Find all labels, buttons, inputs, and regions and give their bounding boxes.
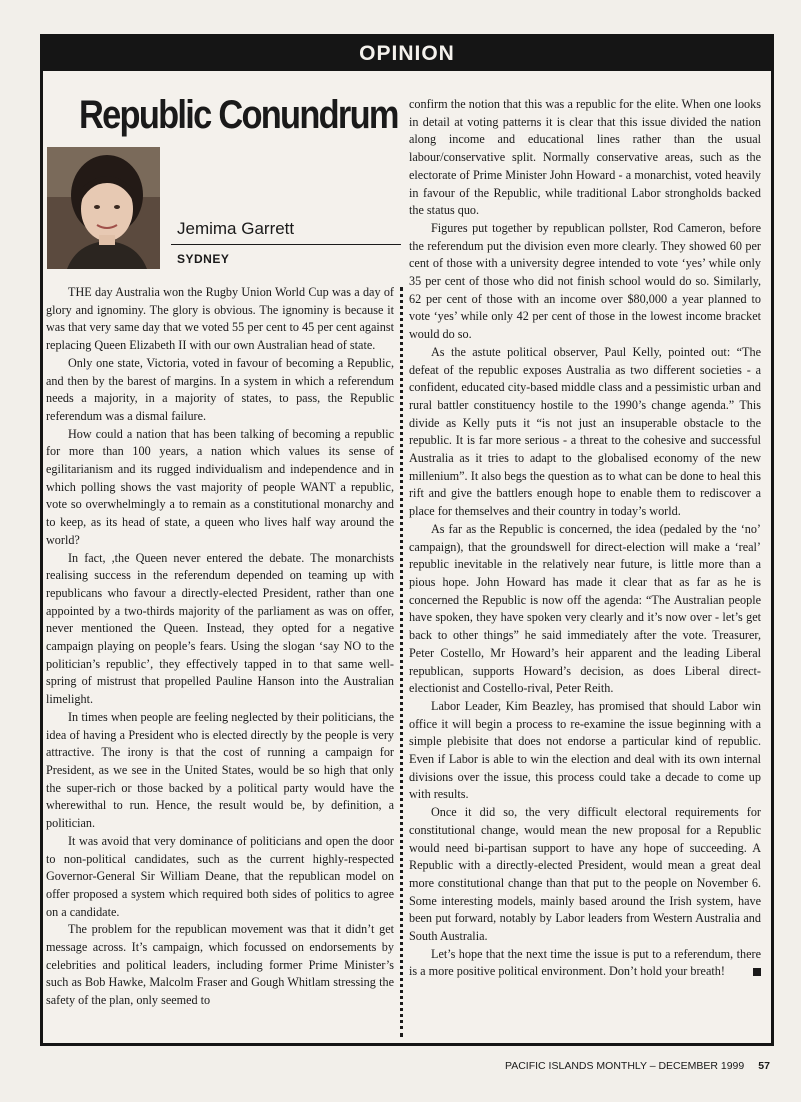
right-paragraph: confirm the notion that this was a republic for the elite. When one looks in detail at voting patterns it is clear that this issue divided the nation along income and educational lines rather than the usual labour/conservative split. Normally conservative areas, such as the electorate of Prime Minister John Howard - a monarchist, voted heavily in favour of the Republic, while traditional Labor strongholds backed the status quo. xyxy=(409,97,761,218)
article-frame xyxy=(40,34,774,1046)
left-paragraph: The problem for the republican movement was that it didn’t get message across. It’s campaign, which focussed on endorsements by celebrities and political leaders, including former Prime Minister’s such as Bob Hawke, Malcolm Fraser and Gough Whitlam stressing the safety of the plan, only seemed to xyxy=(46,922,394,1008)
author-photo xyxy=(47,147,160,269)
right-column xyxy=(409,96,761,981)
left-paragraph: In times when people are feeling neglected by their politicians, the idea of having a President who is elected directly by the people is very attractive. The irony is that the cost of running a campaign for President, as we see in the United States, would be so high that only the super-rich or those backed by a political party would have the wherewithal to run. Hence, the result would be, by definition, a politician. xyxy=(46,709,394,831)
right-paragraph xyxy=(409,946,761,981)
right-paragraph: Once it did so, the very difficult electoral requirements for constitutional change, would mean the new proposal for a Republic would need bi-partisan support to have any hope of succeeding. A Republic with a directly-elected President, would mean a great deal more constitutional change than that put to the people on November 6. Some interesting models, mainly based around the Irish system, have been put forward, notably by Labor leaders from Western Australia and South Australia. xyxy=(409,805,761,944)
publication-name: PACIFIC ISLANDS MONTHLY – DECEMBER 1999 xyxy=(505,1060,745,1072)
byline-divider xyxy=(171,244,401,245)
section-banner: OPINION xyxy=(43,37,771,71)
right-paragraph: As far as the Republic is concerned, the idea (pedaled by the ‘no’ campaign), that the groundswell for direct-election will make a ‘real’ republic inevitable in the relatively near future, is little more than a pious hope. John Howard has made it clear that as far as he is concerned the Republic is now off the agenda: “The Australian people have spoken, they have spoken very clearly and it’s now over - let’s get back to other things” he said immediately after the vote. Treasurer, Peter Costello, Mr Howard’s heir apparent and the leading Liberal republican, supports Howard’s decision, as does Liberal direct-electionist and Costello-rival, Peter Reith. xyxy=(409,521,761,696)
author-name: Jemima Garrett xyxy=(177,219,295,238)
left-paragraph: Only one state, Victoria, voted in favour of becoming a Republic, and then by the barest of margins. In a system in which a referendum needs a majority, in a majority of states, to pass, the Republic referendum was a dismal failure. xyxy=(46,355,394,423)
left-paragraph: How could a nation that has been talking of becoming a republic for more than 100 years, a nation which values its sense of egilitarianism and its rugged individualism and independence and in which polling shows the vast majority of people WANT a republic, vote so overwhelmingly a to remain as a constitutional monarchy and to keep, as its head of state, a queen who lives half way around the world? xyxy=(46,426,394,547)
right-paragraph: Figures put together by republican pollster, Rod Cameron, before the referendum put the division even more clearly. They showed 60 per cent of those with a university degree intended to vote ‘yes’ while only 35 per cent of those who did not finish school would do so. Similarly, 62 per cent of those with an income over $80,000 a year planned to vote ‘yes’ while only 42 per cent of those in the lowest income bracket would do so. xyxy=(409,220,761,342)
page-number: 57 xyxy=(758,1060,770,1072)
left-paragraph: In fact, ,the Queen never entered the debate. The monarchists realising success in the referendum depended on teaming up with republicans who favour a directly-elected President, rather than one appointed by a two-thirds majority of the parliament as was on offer, never mentioned the Queen. Instead, they opted for a negative campaign playing on people’s fears. Using the slogan ‘say NO to the politician’s republic’, they effectively tapped in to that same well-spring of mistrust that propelled Pauline Hanson into the Australian limelight. xyxy=(46,550,394,707)
right-paragraph: Labor Leader, Kim Beazley, has promised that should Labor win office it will begin a process to re-examine the issue beginning with a simple plebisite that does not endorse a particular kind of republic. Even if Labor is able to win the election and deal with its own internal divisions over the issue, this process could take a decade to come up with results. xyxy=(409,698,761,802)
left-column xyxy=(46,284,394,1010)
left-paragraph: THE day Australia won the Rugby Union World Cup was a day of glory and ignominy. The glory is obvious. The ignominy is because it was that very same day that we voted 55 per cent to 45 per cent against replacing Queen Elizabeth II with our own Australian head of state. xyxy=(46,285,394,353)
headline: Republic Conundrum xyxy=(79,93,398,137)
author-location: SYDNEY xyxy=(177,252,230,266)
column-divider xyxy=(400,287,403,1037)
end-of-article-mark xyxy=(753,968,761,976)
page-footer xyxy=(505,1060,770,1072)
right-paragraph-text: Let’s hope that the next time the issue is put to a referendum, there is a more positive political environment. Don’t hold your breath! xyxy=(409,946,761,979)
right-paragraph: As the astute political observer, Paul Kelly, pointed out: “The defeat of the republic exposes Australia as two different societies - a confident, educated city-based middle class and a pessimistic urban and rural battler constituency hostile to the 1990’s change agenda.” This divide as Kelly puts it “is not just an insuperable obstacle to the republic. It is far more serious - a threat to the cohesive and successful Australia as it tries to adapt to the globalised economy of the new millenium”. It also begs the question as to what can be done to heal this rift and give the battlers enough hope to enable them to rediscover a place for themselves and their country in today’s world. xyxy=(409,344,761,519)
left-paragraph: It was avoid that very dominance of politicians and open the door to non-political candidates, such as the current highly-respected Governor-General Sir William Deane, that the republican model on offer proposed a system which required both sides of politics to agree on a candidate. xyxy=(46,833,394,919)
author-portrait-image xyxy=(47,147,160,269)
